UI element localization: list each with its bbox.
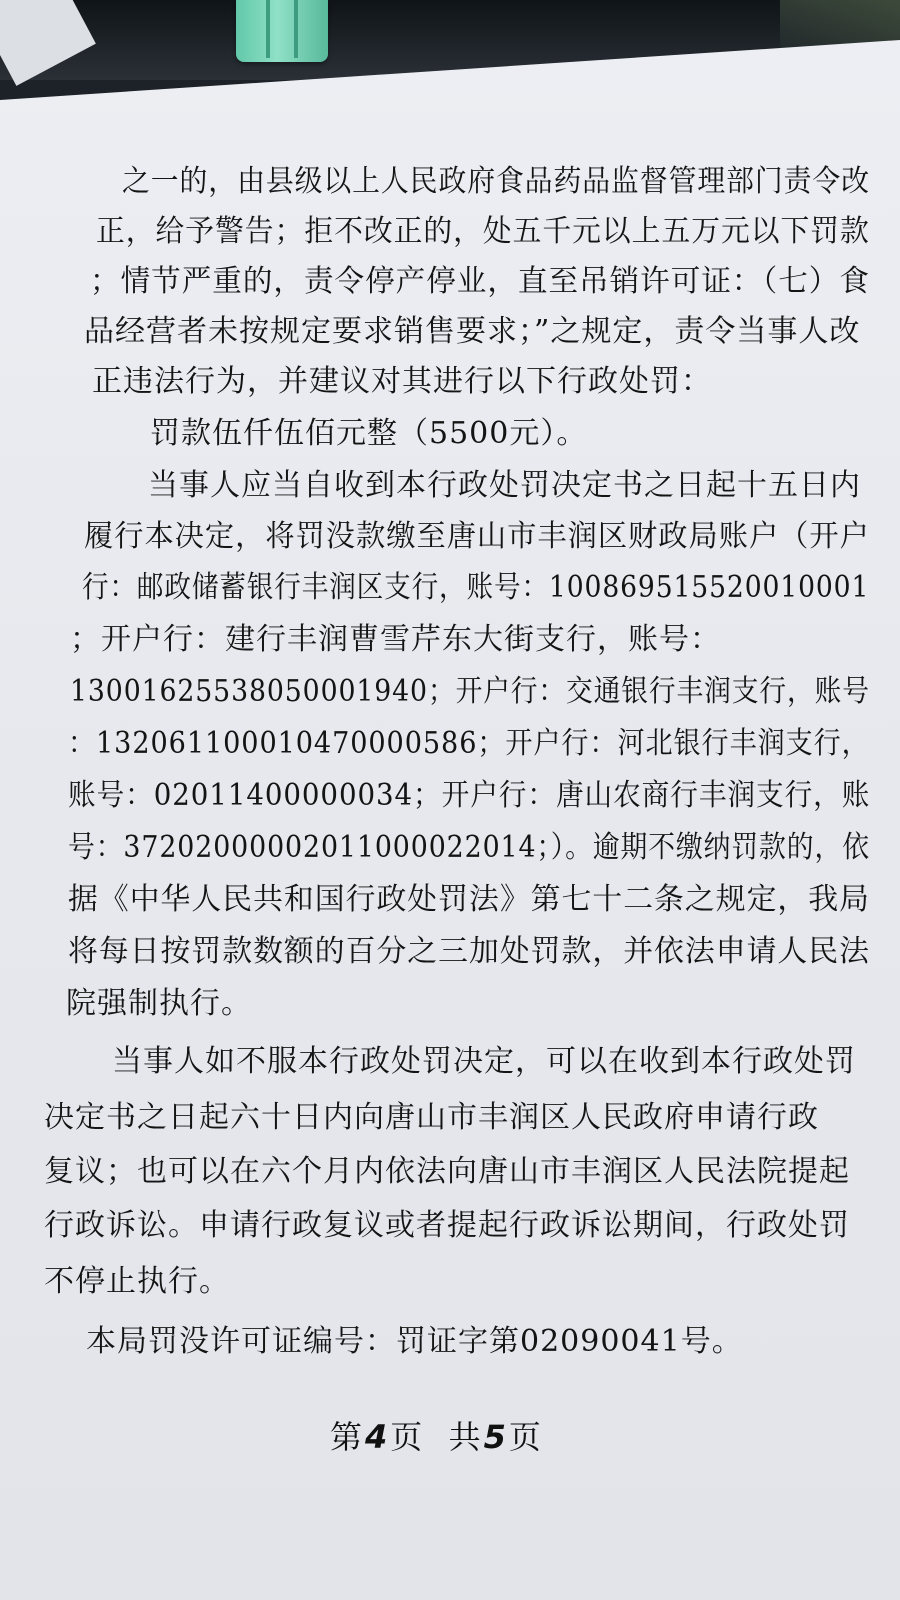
text-line: 决定书之日起六十日内向唐山市丰润区人民政府申请行政 xyxy=(44,1100,819,1135)
footer-mid: 页 共 xyxy=(390,1418,483,1456)
text-line: 院强制执行。 xyxy=(66,986,252,1021)
footer-suffix: 页 xyxy=(508,1418,543,1456)
page-number-footer xyxy=(330,1412,543,1458)
text-line: 本局罚没许可证编号：罚证字第02090041号。 xyxy=(86,1324,743,1359)
text-line: 号：37202000002011000022014；）。逾期不缴纳罚款的，依 xyxy=(68,830,870,865)
text-line: 品经营者未按规定要求销售要求；”之规定，责令当事人改 xyxy=(84,314,861,349)
text-line: 行：邮政储蓄银行丰润区支行，账号：100869515520010001 xyxy=(82,570,870,605)
footer-prefix: 第 xyxy=(330,1418,365,1456)
text-line: 履行本决定，将罚没款缴至唐山市丰润区财政局账户（开户 xyxy=(84,519,870,554)
text-line: 当事人应当自收到本行政处罚决定书之日起十五日内 xyxy=(148,468,861,503)
text-line: 行政诉讼。申请行政复议或者提起行政诉讼期间，行政处罚 xyxy=(44,1208,850,1243)
text-line: 据《中华人民共和国行政处罚法》第七十二条之规定，我局 xyxy=(68,882,870,917)
text-line: 不停止执行。 xyxy=(44,1264,230,1299)
text-line: 复议；也可以在六个月内依法向唐山市丰润区人民法院提起 xyxy=(44,1154,850,1189)
footer-page-total: 5 xyxy=(483,1418,508,1456)
text-line: 正违法行为，并建议对其进行以下行政处罚： xyxy=(92,364,712,399)
text-line: 将每日按罚款数额的百分之三加处罚款，并依法申请人民法 xyxy=(68,934,870,969)
text-line: 罚款伍仟伍佰元整（5500元）。 xyxy=(150,416,588,451)
footer-page-number: 4 xyxy=(365,1418,390,1456)
text-line: ：13206110001047000058​6；开户行：河北银行丰润支行， xyxy=(68,726,870,761)
text-line: 13001625538050001940；开户行：交通银行丰润支行，账号 xyxy=(70,674,870,709)
text-line: ；开户行：建行丰润曹雪芹东大街支行，账号： xyxy=(70,622,721,657)
text-line: 正，给予警告；拒不改正的，处五千元以上五万元以下罚款 xyxy=(96,214,870,249)
text-line: 之一的，由县级以上人民政府食品药品监督管理部门责令改 xyxy=(122,164,870,199)
text-line: 账号：02011400000034；开户行：唐山农商行丰润支行，账 xyxy=(68,778,871,813)
text-line: ；情节严重的，责令停产停业，直至吊销许可证：（七）食 xyxy=(90,264,870,299)
text-line: 当事人如不服本行政处罚决定，可以在收到本行政处罚 xyxy=(112,1044,856,1079)
